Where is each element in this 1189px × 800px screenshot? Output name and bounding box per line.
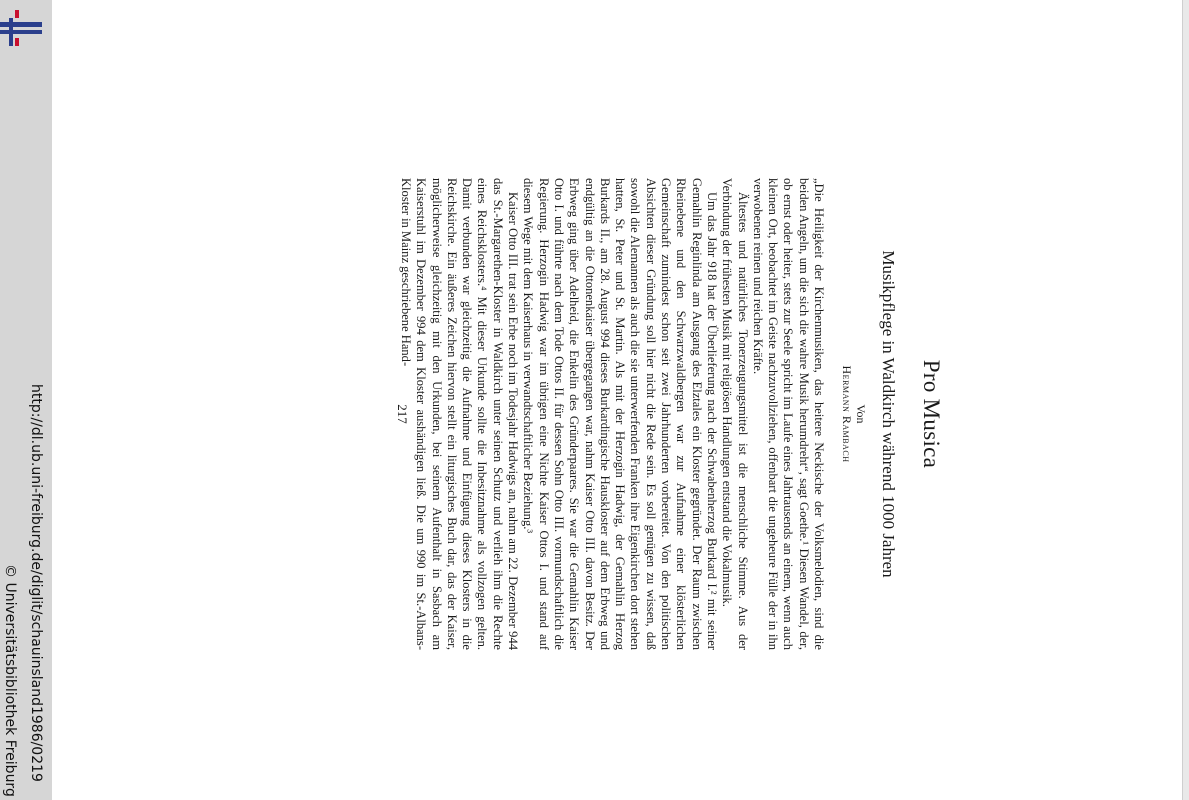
- author-name: Hermann Rambach: [840, 365, 854, 463]
- sidebar: [0, 0, 52, 800]
- document-page: [260, 178, 950, 650]
- paragraph: Ältestes und natürliches Tonerzeugungsmittel ist die menschliche Stimme. Aus der Verbindung der frühesten Musik mit religiösen Handlungen entstand die Vokalmusik.: [720, 178, 750, 650]
- university-library-logo-icon: [0, 8, 44, 48]
- byline-von: Von: [854, 404, 868, 424]
- paragraph: „Die Heiligkeit der Kirchenmusiken, das heitere Neckische der Volksmelodien, sind die beiden Angeln, um die sich die wahre Musik herumdreht“, sagt Goethe.¹ Diesen Wandel, der, ob ernst oder heiter, stets zur Seele spricht im Laufe eines Jahrtausends an einem, wenn auch kleinen Ort, beobachtet im Geiste nachzuvollziehen, offenbart die ungeheure Fülle der in ihn verwobenen reinen und reichen Kräfte.: [750, 178, 826, 650]
- paragraph: Um das Jahr 918 hat der Überlieferung nach der Schwabenherzog Burkard I.² mit seiner Gemahlin Reginlinda am Ausgang des Elztales ein Kloster gegründet. Der Raum zwischen Rheinebene und den Schwarzwaldbergen war zur Aufnahme einer klösterlichen Gemeinschaft zumindest schon seit zwei Jahrhunderten vorbereitet. Von den politischen Absichten dieser Gründung soll hier nicht die Rede sein. Es soll genügen zu wissen, daß sowohl die Alemannen als auch die sie unterwerfenden Franken ihre Eigenkirchen dort stehen hatten, St. Peter und St. Martin. Als mit der Herzogin Hadwig, der Gemahlin Herzog Burkards II., am 28. August 994 dieses Burkardingische Hauskloster auf dem Erbweg und endgültig an die Ottonenkaiser übergegangen war, nahm Kaiser Otto III. davon Besitz. Der Erbweg ging über Adelheid, die Enkelin des Gründerpaares. Sie war die Gemahlin Kaiser Otto I. und führte nach dem Tode Ottos II. für dessen Sohn Otto III. vormundschaftlich die Regierung. Herzogin Hadwig war im übrigen eine Nichte Kaiser Ottos I. und stand auf diesem Wege mit dem Kaiserhaus in verwandtschaftlicher Beziehung.³: [521, 178, 719, 650]
- page-subtitle: Musikpflege in Waldkirch während 1000 Jahren: [879, 250, 898, 578]
- page-number: 217: [395, 404, 410, 424]
- source-url: http://dl.ub.uni-freiburg.de/diglit/schauinsland1986/0219: [28, 384, 44, 782]
- copyright-notice: © Universitätsbibliothek Freiburg: [2, 564, 18, 797]
- page-title: Pro Musica: [919, 359, 944, 469]
- body-text: [398, 178, 826, 650]
- paragraph: Kaiser Otto III. trat sein Erbe noch im Todesjahr Hadwigs an, nahm am 22. Dezember 944 das St.-Margarethen-Kloster in Waldkirch unter seinen Schutz und verlieh ihm die Rechte eines Reichsklosters.⁴ Mit dieser Urkunde sollte die Inbesitznahme als vollzogen gelten. Damit verbunden war gleichzeitig die Aufnahme und Einfügung dieses Klosters in die Reichskirche. Ein äußeres Zeichen hiervon stellt ein liturgisches Buch dar, das der Kaiser, möglicherweise gleichzeitig mit den Urkunden, bei seinem Aufenthalt in Sasbach am Kaiserstuhl im Dezember 994 dem Kloster aushändigen ließ. Die um 990 im St.-Albans-Kloster in Mainz geschriebene Hand-: [398, 178, 521, 650]
- scrollbar[interactable]: [1182, 0, 1189, 800]
